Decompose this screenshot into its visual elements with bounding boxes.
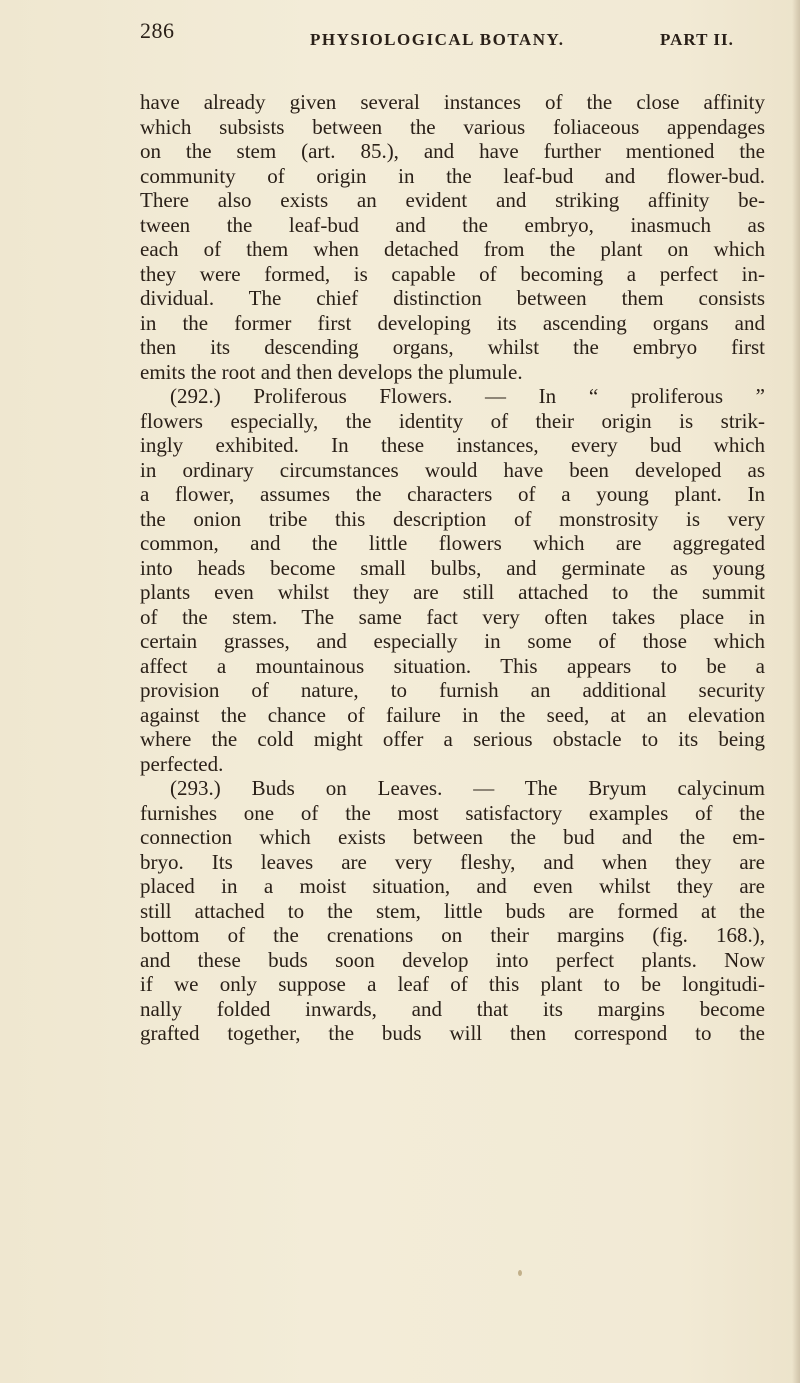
- page-edge-shadow: [792, 0, 800, 1383]
- text-line: grafted together, the buds will then correspond to the: [140, 1021, 765, 1045]
- text-line: emits the root and then develops the plumule.: [140, 359, 523, 384]
- text-line: and these buds soon develop into perfect plants. Now: [140, 947, 765, 972]
- text-line: against the chance of failure in the seed, at an elevation: [140, 702, 765, 727]
- text-line: dividual. The chief distinction between them consists: [140, 286, 765, 310]
- text-line: each of them when detached from the plant on which: [140, 237, 765, 261]
- text-line: in the former first developing its ascending organs and: [140, 310, 765, 335]
- text-line: a flower, assumes the characters of a young plant. In: [140, 482, 765, 506]
- text-line: There also exists an evident and striking affinity be-: [140, 188, 765, 212]
- text-line: tween the leaf-bud and the embryo, inasmuch as: [140, 212, 765, 237]
- text-line: in ordinary circumstances would have been developed as: [140, 457, 765, 482]
- text-line: the onion tribe this description of monstrosity is very: [140, 506, 765, 531]
- body-text: [140, 90, 765, 1046]
- text-line: plants even whilst they are still attached to the summit: [140, 580, 765, 604]
- text-line: bottom of the crenations on their margins (fig. 168.),: [140, 923, 765, 947]
- text-line: connection which exists between the bud and the em-: [140, 825, 765, 849]
- text-line: community of origin in the leaf-bud and flower-bud.: [140, 163, 765, 188]
- text-line: flowers especially, the identity of their origin is strik-: [140, 408, 765, 433]
- text-line: which subsists between the various foliaceous appendages: [140, 114, 765, 139]
- text-line: if we only suppose a leaf of this plant to be longitudi-: [140, 972, 765, 996]
- text-line: provision of nature, to furnish an additional security: [140, 678, 765, 702]
- text-line: affect a mountainous situation. This appears to be a: [140, 653, 765, 678]
- text-line: common, and the little flowers which are aggregated: [140, 531, 765, 555]
- text-line: certain grasses, and especially in some of those which: [140, 629, 765, 653]
- text-line: perfected.: [140, 751, 224, 776]
- text-line: into heads become small bulbs, and germinate as young: [140, 555, 765, 580]
- text-line: on the stem (art. 85.), and have further mentioned the: [140, 139, 765, 163]
- text-line: of the stem. The same fact very often takes place in: [140, 604, 765, 629]
- running-title: PHYSIOLOGICAL BOTANY.: [310, 30, 565, 49]
- page-header: [140, 18, 780, 58]
- text-line: still attached to the stem, little buds are formed at the: [140, 898, 765, 923]
- text-line: where the cold might offer a serious obstacle to its being: [140, 727, 765, 751]
- part-label: PART II.: [660, 30, 734, 49]
- text-line: nally folded inwards, and that its margins become: [140, 996, 765, 1021]
- text-line: have already given several instances of the close affinity: [140, 90, 765, 114]
- text-line: bryo. Its leaves are very fleshy, and when they are: [140, 849, 765, 874]
- page-number: 286: [140, 18, 175, 43]
- text-line: then its descending organs, whilst the embryo first: [140, 335, 765, 359]
- text-line: (292.) Proliferous Flowers. — In “ proliferous ”: [170, 384, 765, 408]
- text-line: placed in a moist situation, and even whilst they are: [140, 874, 765, 898]
- text-line: they were formed, is capable of becoming a perfect in-: [140, 261, 765, 286]
- ink-speck: [518, 1270, 522, 1276]
- text-line: (293.) Buds on Leaves. — The Bryum calycinum: [170, 776, 765, 800]
- text-line: ingly exhibited. In these instances, every bud which: [140, 433, 765, 457]
- text-line: furnishes one of the most satisfactory examples of the: [140, 800, 765, 825]
